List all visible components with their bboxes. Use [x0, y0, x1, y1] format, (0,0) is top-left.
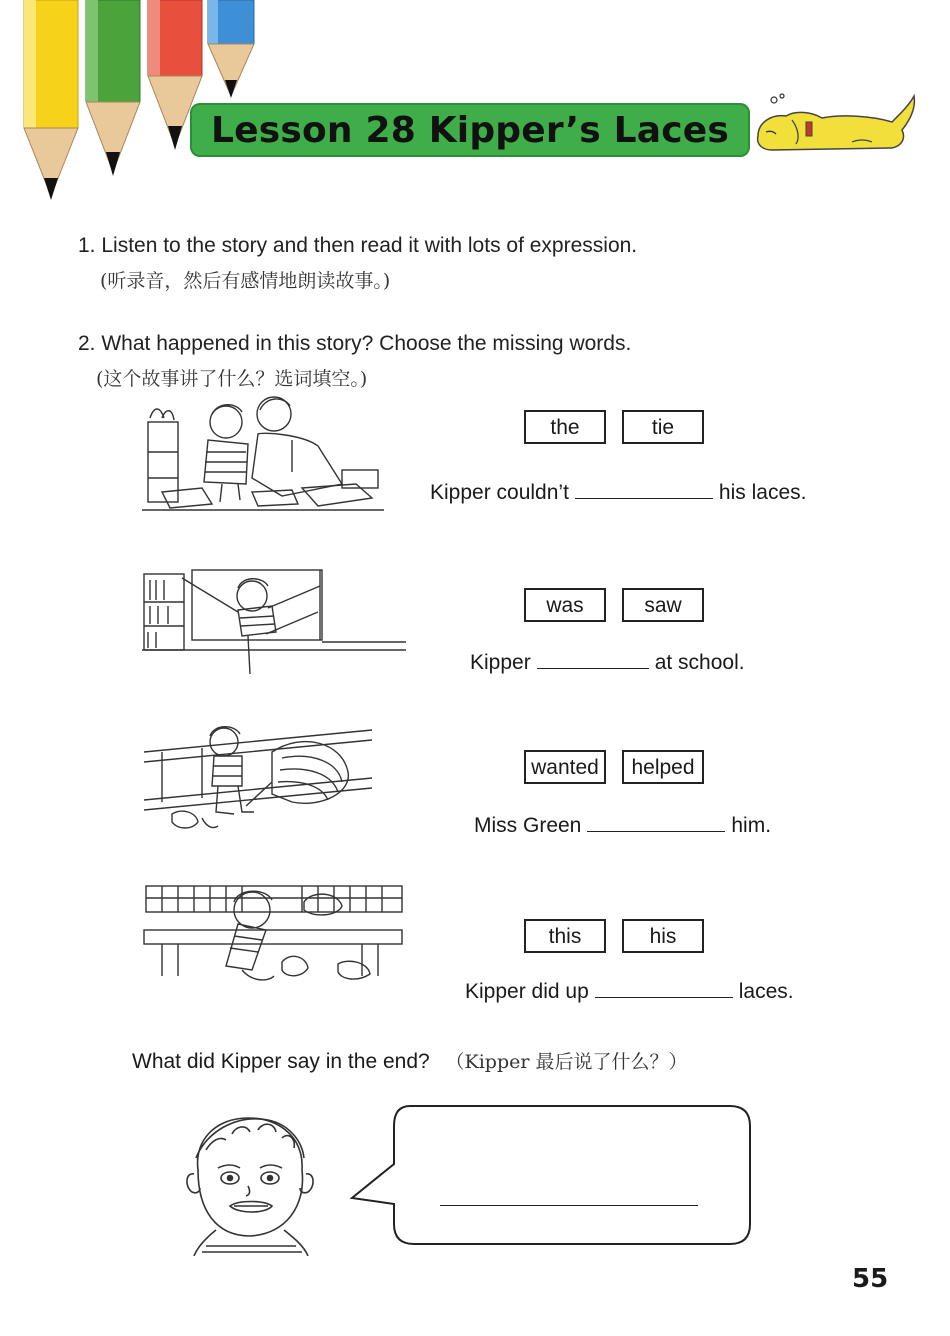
- sentence-3-before: Miss Green: [474, 814, 582, 837]
- sentence-2: [470, 648, 745, 675]
- final-question: [132, 1047, 688, 1074]
- blue-pencil-icon: [208, 0, 254, 98]
- sentence-3-after: him.: [731, 814, 772, 837]
- final-question-text: What did Kipper say in the end?: [132, 1050, 430, 1073]
- sentence-3: [474, 811, 771, 838]
- section2-translation: (这个故事讲了什么？选词填空。): [96, 368, 368, 390]
- sentence-1-before: Kipper couldn’t: [430, 481, 569, 504]
- green-pencil-icon: [86, 0, 140, 176]
- blank-4[interactable]: [595, 977, 733, 998]
- blank-1[interactable]: [575, 478, 713, 499]
- sentence-4-after: laces.: [738, 980, 794, 1003]
- page-number: 55: [852, 1264, 889, 1294]
- option-was[interactable]: was: [524, 588, 606, 622]
- sentence-1: [430, 478, 806, 505]
- option-his[interactable]: his: [622, 919, 704, 953]
- speech-answer-line[interactable]: [440, 1204, 698, 1206]
- sentence-2-before: Kipper: [470, 651, 531, 674]
- option-the[interactable]: the: [524, 410, 606, 444]
- story-picture-1: [142, 392, 384, 514]
- section2-instruction: 2. What happened in this story? Choose the missing words.: [78, 332, 632, 355]
- option-saw[interactable]: saw: [622, 588, 704, 622]
- sleeping-dog-illustration: [752, 92, 920, 158]
- story-picture-4: [142, 880, 406, 994]
- speech-bubble: [348, 1104, 754, 1248]
- story-picture-2: [142, 566, 406, 678]
- blank-2[interactable]: [537, 648, 649, 669]
- yellow-pencil-icon: [24, 0, 78, 200]
- sentence-2-after: at school.: [654, 651, 745, 674]
- sentence-4: [465, 977, 794, 1004]
- section1-instruction: 1. Listen to the story and then read it with lots of expression.: [78, 234, 638, 257]
- section1-translation: (听录音，然后有感情地朗读故事。): [100, 270, 391, 292]
- option-helped[interactable]: helped: [622, 750, 704, 784]
- option-tie[interactable]: tie: [622, 410, 704, 444]
- lesson-title: Lesson 28 Kipper’s Laces: [210, 110, 730, 151]
- sentence-4-before: Kipper did up: [465, 980, 589, 1003]
- kipper-face-illustration: [176, 1110, 326, 1256]
- blank-3[interactable]: [587, 811, 725, 832]
- option-wanted[interactable]: wanted: [524, 750, 606, 784]
- option-this[interactable]: this: [524, 919, 606, 953]
- final-question-translation: （Kipper 最后说了什么？）: [445, 1051, 688, 1073]
- story-picture-3: [142, 722, 374, 838]
- sentence-1-after: his laces.: [718, 481, 807, 504]
